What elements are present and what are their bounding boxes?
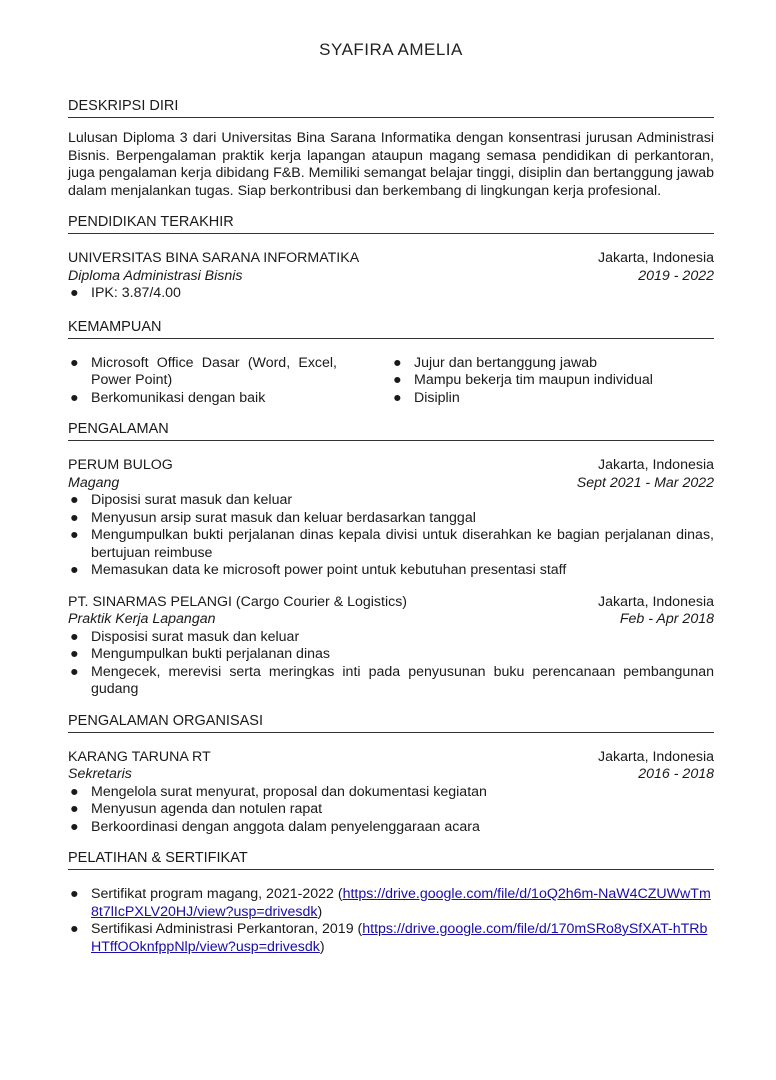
section-deskripsi [68, 98, 714, 214]
school-years: 2019 - 2022 [638, 267, 714, 284]
skills-left-column [68, 355, 391, 408]
bullet-icon: ● [70, 562, 79, 578]
job-role: Praktik Kerja Lapangan [68, 611, 216, 627]
bullet-icon: ● [70, 527, 79, 543]
list-item: ● Sertifikasi Administrasi Perkantoran, 2019 (https://drive.google.com/file/d/170mSRo8ySfXAT-hTRbHTffOOknfppNlp/view?usp=drivesdk) [70, 921, 708, 955]
candidate-name: SYAFIRA AMELIA [319, 40, 463, 59]
bullet-icon: ● [70, 818, 79, 835]
description-text: Lulusan Diploma 3 dari Universitas Bina Sarana Informatika dengan konsentrasi jurusan Administrasi Bisnis. Berpengalaman praktik kerja lapangan ataupun magang semasa pendidikan di perkantoran, juga pengalaman kerja dibidang F&B. Memiliki semangat belajar tinggi, disiplin dan bertanggung jawab dalam menjalankan tugas. Siap berkontribusi dan berkembang di lingkungan kerja profesional. [68, 130, 714, 199]
org-name: KARANG TARUNA RT [68, 748, 211, 765]
bullet-icon: ● [70, 886, 79, 902]
job-entry [68, 594, 714, 699]
job-entry [68, 457, 714, 580]
section-title: DESKRIPSI DIRI [68, 98, 714, 118]
section-title: KEMAMPUAN [68, 319, 714, 339]
list-item: ● Menyusun arsip surat masuk dan keluar berdasarkan tanggal [70, 509, 476, 526]
list-item: ● Berkomunikasi dengan baik [70, 389, 266, 406]
org-location: Jakarta, Indonesia [598, 748, 714, 765]
bullet-icon: ● [70, 509, 79, 526]
list-item: ● Mengumpulkan bukti perjalanan dinas [70, 646, 330, 662]
org-role: Sekretaris [68, 766, 132, 782]
certificate-link[interactable]: https://drive.google.com/file/d/170mSRo8ySfXAT-hTRbHTffOOknfppNlp/view?usp=drivesdk [91, 921, 708, 955]
bullet-icon: ● [70, 663, 79, 680]
bullet-icon: ● [393, 389, 402, 406]
bullet-icon: ● [70, 783, 79, 800]
list-item: ● Mengumpulkan bukti perjalanan dinas kepala divisi untuk diserahkan ke bagian perjalanan dinas, bertujuan reimbuse [70, 527, 714, 561]
school-name: UNIVERSITAS BINA SARANA INFORMATIKA [68, 250, 360, 266]
section-title: PENDIDIKAN TERAKHIR [68, 214, 714, 234]
bullet-icon: ● [393, 372, 402, 388]
list-item: ● Sertifikat program magang, 2021-2022 (https://drive.google.com/file/d/1oQ2h6m-NaW4CZUWwTm8t7lIcPXLV20HJ/view?usp=drivesdk) [70, 886, 711, 920]
bullet-icon: ● [70, 801, 79, 817]
section-pendidikan [68, 214, 714, 319]
job-location: Jakarta, Indonesia [598, 457, 714, 473]
skills-right-column [391, 355, 714, 408]
section-pelatihan [68, 850, 714, 956]
section-pengalaman [68, 421, 714, 713]
bullet-icon: ● [70, 921, 79, 937]
certificate-link[interactable]: https://drive.google.com/file/d/1oQ2h6m-NaW4CZUWwTm8t7lIcPXLV20HJ/view?usp=drivesdk [91, 886, 711, 920]
bullet-icon: ● [70, 389, 79, 406]
section-title: PENGALAMAN [68, 421, 714, 441]
list-item: ● Mengelola surat menyurat, proposal dan dokumentasi kegiatan [70, 783, 487, 800]
list-item: ● Mampu bekerja tim maupun individual [393, 372, 653, 388]
bullet-icon: ● [70, 628, 79, 645]
bullet-icon: ● [70, 285, 79, 301]
org-date: 2016 - 2018 [638, 766, 714, 782]
job-date: Sept 2021 - Mar 2022 [576, 474, 714, 491]
list-item: ● Menyusun agenda dan notulen rapat [70, 801, 323, 817]
list-item: ● Diposisi surat masuk dan keluar [70, 492, 293, 508]
section-organisasi [68, 713, 714, 851]
list-item: ● Berkoordinasi dengan anggota dalam penyelenggaraan acara [70, 818, 480, 835]
job-role: Magang [68, 474, 120, 491]
list-item: ● Disposisi surat masuk dan keluar [70, 628, 300, 645]
job-location: Jakarta, Indonesia [598, 593, 714, 610]
school-location: Jakarta, Indonesia [598, 250, 714, 266]
list-item: ● Disiplin [393, 389, 460, 406]
job-org: PT. SINARMAS PELANGI (Cargo Courier & Logistics) [68, 593, 408, 610]
list-item: ● Microsoft Office Dasar (Word, Excel, Power Point) [70, 354, 337, 388]
section-title: PELATIHAN & SERTIFIKAT [68, 850, 714, 870]
job-org: PERUM BULOG [68, 457, 173, 473]
bullet-icon: ● [70, 492, 79, 508]
degree: Diploma Administrasi Bisnis [68, 267, 243, 284]
bullet-icon: ● [393, 354, 402, 371]
bullet-icon: ● [70, 354, 79, 371]
list-item: ● Memasukan data ke microsoft power point untuk kebutuhan presentasi staff [70, 562, 567, 578]
section-title: PENGALAMAN ORGANISASI [68, 713, 714, 733]
list-item: ● Jujur dan bertanggung jawab [393, 354, 597, 371]
job-date: Feb - Apr 2018 [619, 611, 714, 627]
list-item: ● Mengecek, merevisi serta meringkas inti pada penyusunan buku perencanaan pembangunan gudang [70, 663, 714, 697]
section-kemampuan [68, 319, 714, 422]
bullet-icon: ● [70, 646, 79, 662]
list-item: ● IPK: 3.87/4.00 [70, 285, 181, 301]
